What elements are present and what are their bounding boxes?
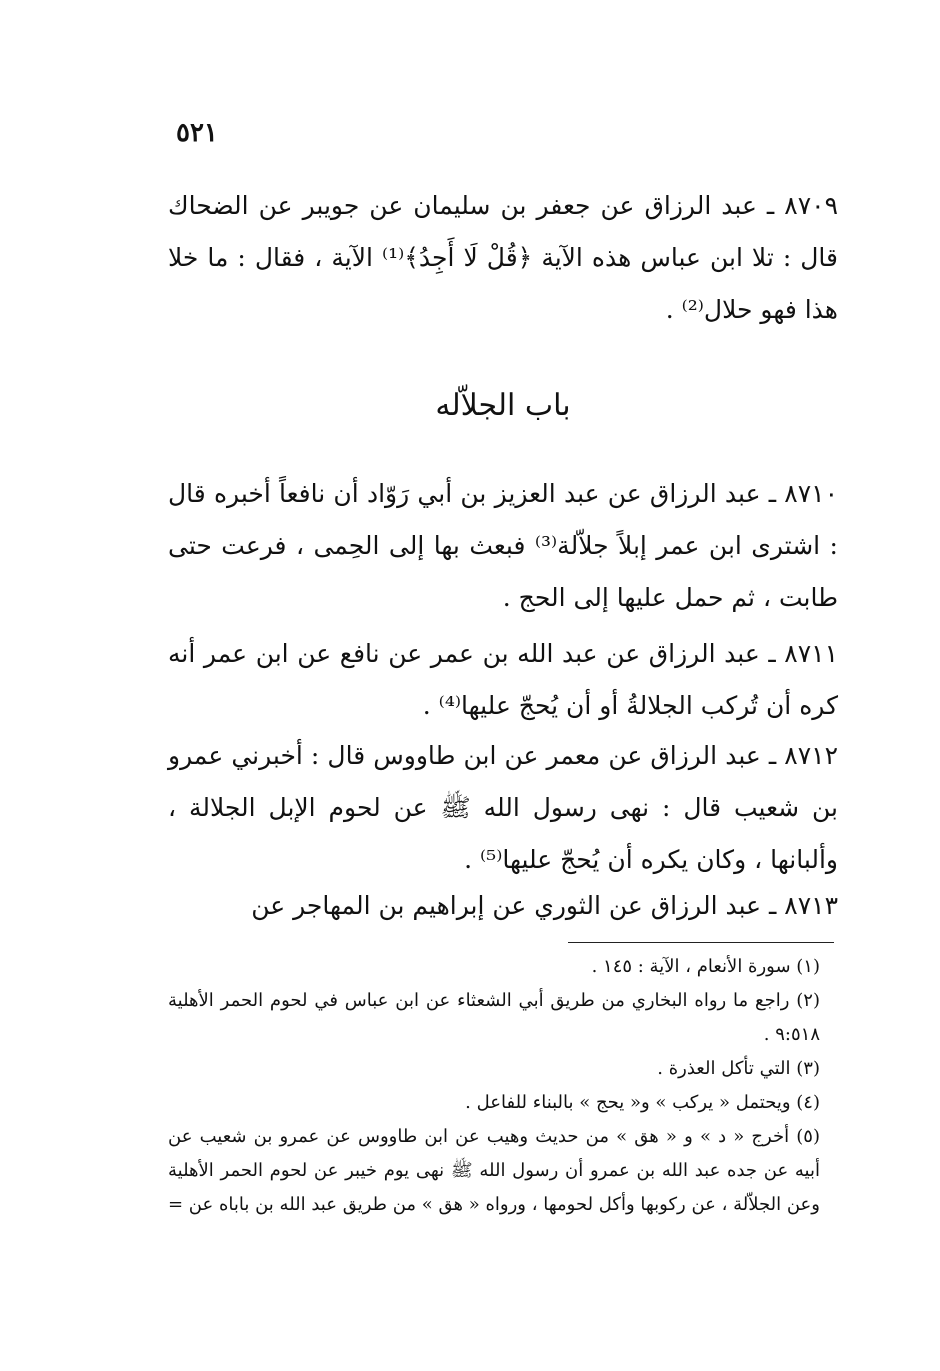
footnote-2: (٢) راجع ما رواه البخاري من طريق أبي الشعثاء عن ابن عباس في لحوم الحمر الأهلية ٩:٥١٨ . (168, 990, 820, 1045)
footnote-divider (568, 942, 834, 943)
footnote-1: (١) سورة الأنعام ، الآية : ١٤٥ . (591, 956, 820, 977)
hadith-8711: ٨٧١١ ـ عبد الرزاق عن عبد الله بن عمر عن نافع عن ابن عمر أنه كره أن تُركب الجلالةُ أو أن يُحجّ عليها⁽⁴⁾ . (168, 639, 838, 720)
hadith-8710: ٨٧١٠ ـ عبد الرزاق عن عبد العزيز بن أبي رَوّاد أن نافعاً أخبره قال : اشترى ابن عمر إبلاً جلاّلة⁽³⁾ فبعث بها إلى الحِمى ، فرعت حتى طابت ، ثم حمل عليها إلى الحج . (168, 479, 838, 612)
footnote-3: (٣) التي تأكل العذرة . (657, 1058, 820, 1079)
page-number: ٥٢١ (176, 118, 218, 148)
hadith-8713: ٨٧١٣ ـ عبد الرزاق عن الثوري عن إبراهيم بن المهاجر عن (251, 891, 838, 920)
footnote-4: (٤) ويحتمل « يركب » و« يحج » بالبناء للفاعل . (465, 1092, 820, 1113)
footnote-5: (٥) أخرج « د » و « هق » من حديث وهيب عن ابن طاووس عن عمرو بن شعيب عن أبيه عن جده عبد الله بن عمرو أن رسول الله ﷺ نهى يوم خيبر عن لحوم الحمر الأهلية وعن الجلاّلة ، عن ركوبها وأكل لحومها ، ورواه « هق » من طريق عبد الله بن باباه عن = (168, 1126, 820, 1215)
hadith-8709: ٨٧٠٩ ـ عبد الرزاق عن جعفر بن سليمان عن جويبر عن الضحاك قال : تلا ابن عباس هذه الآية ﴿قُلْ لَا أَجِدُ﴾⁽¹⁾ الآية ، فقال : ما خلا هذا فهو حلال⁽²⁾ . (168, 191, 838, 324)
chapter-title: باب الجلاّله (435, 388, 571, 423)
hadith-8712: ٨٧١٢ ـ عبد الرزاق عن معمر عن ابن طاووس قال : أخبرني عمرو بن شعيب قال : نهى رسول الله ﷺ عن لحوم الإبل الجلالة ، وألبانها ، وكان يكره أن يُحجّ عليها⁽⁵⁾ . (168, 741, 838, 874)
footnotes (168, 950, 838, 1222)
